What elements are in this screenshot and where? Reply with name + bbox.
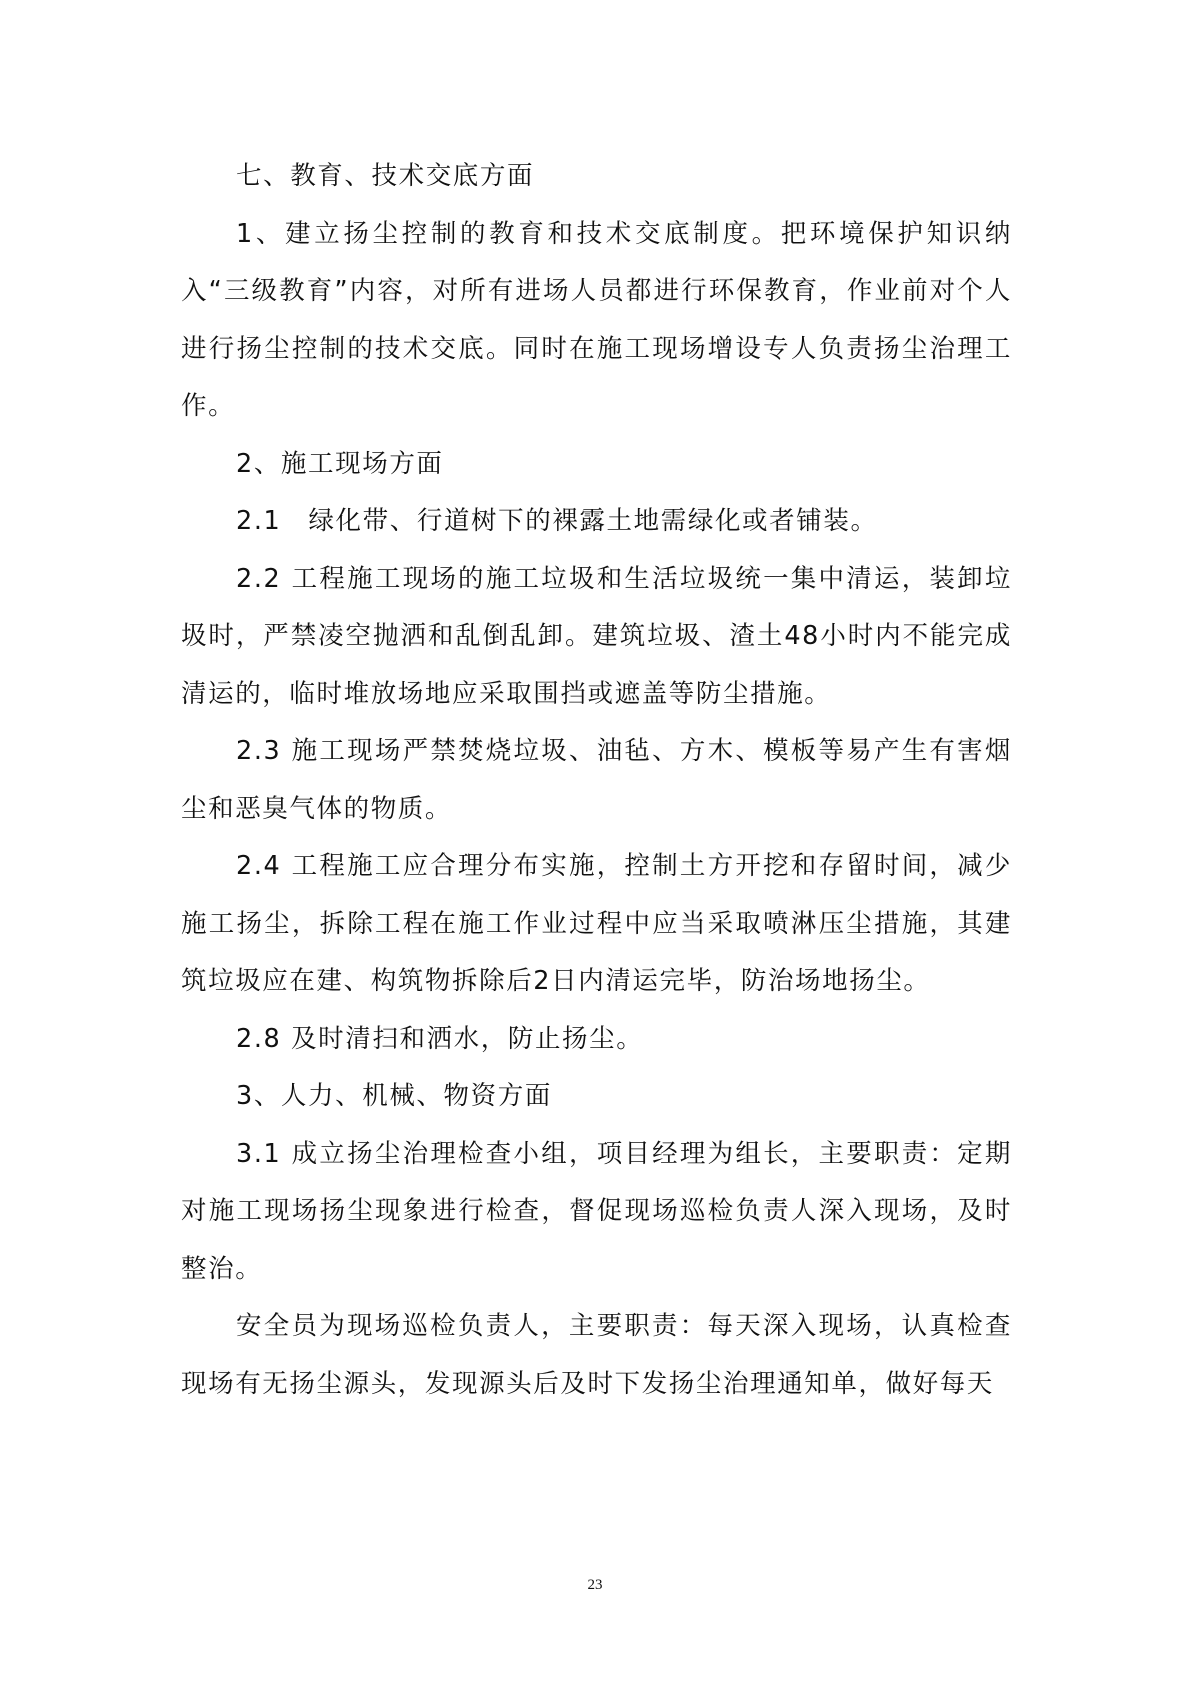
paragraph-2-3: 2.3 施工现场严禁焚烧垃圾、油毡、方木、模板等易产生有害烟尘和恶臭气体的物质。 [181, 736, 1012, 824]
section-heading-resources: 3、人力、机械、物资方面 [236, 1081, 552, 1111]
page-body [181, 148, 1012, 1413]
section-heading-site: 2、施工现场方面 [236, 448, 444, 479]
page-number: 23 [587, 1577, 603, 1593]
paragraph-safety-officer: 安全员为现场巡检负责人，主要职责：每天深入现场，认真检查现场有无扬尘源头，发现源头后及时下发扬尘治理通知单，做好每天 [181, 1311, 1012, 1399]
paragraph-3-1: 3.1 成立扬尘治理检查小组，项目经理为组长，主要职责：定期对施工现场扬尘现象进行检查，督促现场巡检负责人深入现场，及时整治。 [181, 1138, 1012, 1284]
paragraph-2-4: 2.4 工程施工应合理分布实施，控制土方开挖和存留时间，减少施工扬尘，拆除工程在施工作业过程中应当采取喷淋压尘措施，其建筑垃圾应在建、构筑物拆除后2日内清运完毕，防治场地扬尘。 [181, 851, 1012, 996]
paragraph-2-2: 2.2 工程施工现场的施工垃圾和生活垃圾统一集中清运，装卸垃圾时，严禁凌空抛洒和乱倒乱卸。建筑垃圾、渣土48小时内不能完成清运的，临时堆放场地应采取围挡或遮盖等防尘措施。 [181, 563, 1012, 709]
paragraph-1: 1、建立扬尘控制的教育和技术交底制度。把环境保护知识纳入“三级教育”内容，对所有进场人员都进行环保教育，作业前对个人进行扬尘控制的技术交底。同时在施工现场增设专人负责扬尘治理工作。 [181, 218, 1012, 421]
paragraph-2-8: 2.8 及时清扫和洒水，防止扬尘。 [236, 1023, 644, 1054]
paragraph-2-1: 2.1 绿化带、行道树下的裸露土地需绿化或者铺装。 [236, 506, 878, 536]
section-heading-education: 七、教育、技术交底方面 [236, 161, 535, 191]
